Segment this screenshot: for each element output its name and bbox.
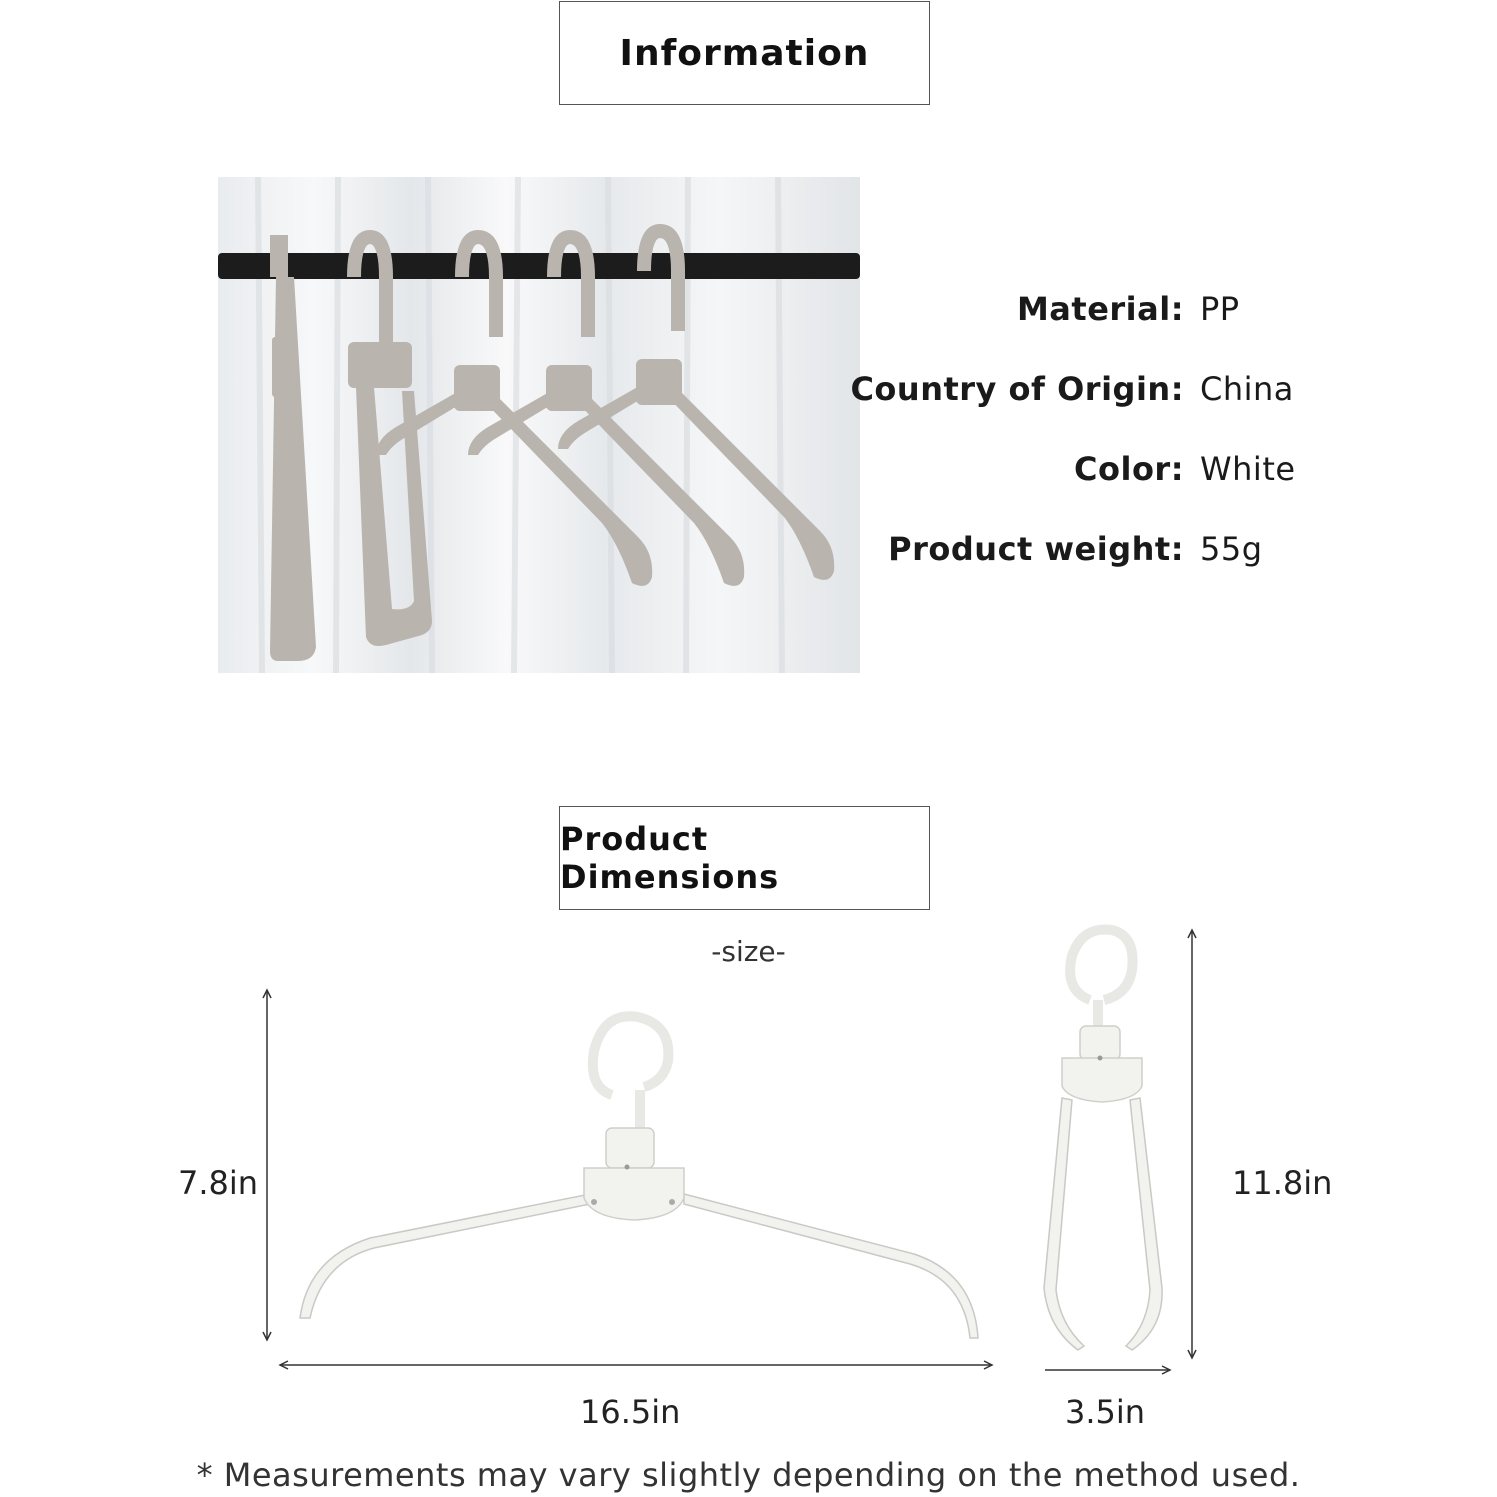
size-caption: -size- xyxy=(711,935,786,968)
dimensions-title: Product Dimensions xyxy=(560,820,780,896)
spec-label: Country of Origin: xyxy=(850,370,1184,408)
spec-value: China xyxy=(1200,370,1294,408)
spec-value: White xyxy=(1200,450,1296,488)
information-title: Information xyxy=(619,32,870,74)
spec-label: Color: xyxy=(1074,450,1184,488)
open-hanger-illustration xyxy=(300,1016,978,1338)
spec-value: PP xyxy=(1200,290,1240,328)
spec-label: Material: xyxy=(1016,290,1184,328)
open-width-label: 16.5in xyxy=(580,1393,681,1431)
folded-width-label: 3.5in xyxy=(1065,1393,1146,1431)
open-height-label: 7.8in xyxy=(178,1164,259,1202)
measurement-footnote: * Measurements may vary slightly depending on the method used. xyxy=(196,1456,1301,1494)
spec-label: Product weight: xyxy=(888,530,1184,568)
folded-hanger-illustration xyxy=(1044,930,1162,1350)
folded-height-label: 11.8in xyxy=(1232,1164,1333,1202)
spec-value: 55g xyxy=(1200,530,1263,568)
